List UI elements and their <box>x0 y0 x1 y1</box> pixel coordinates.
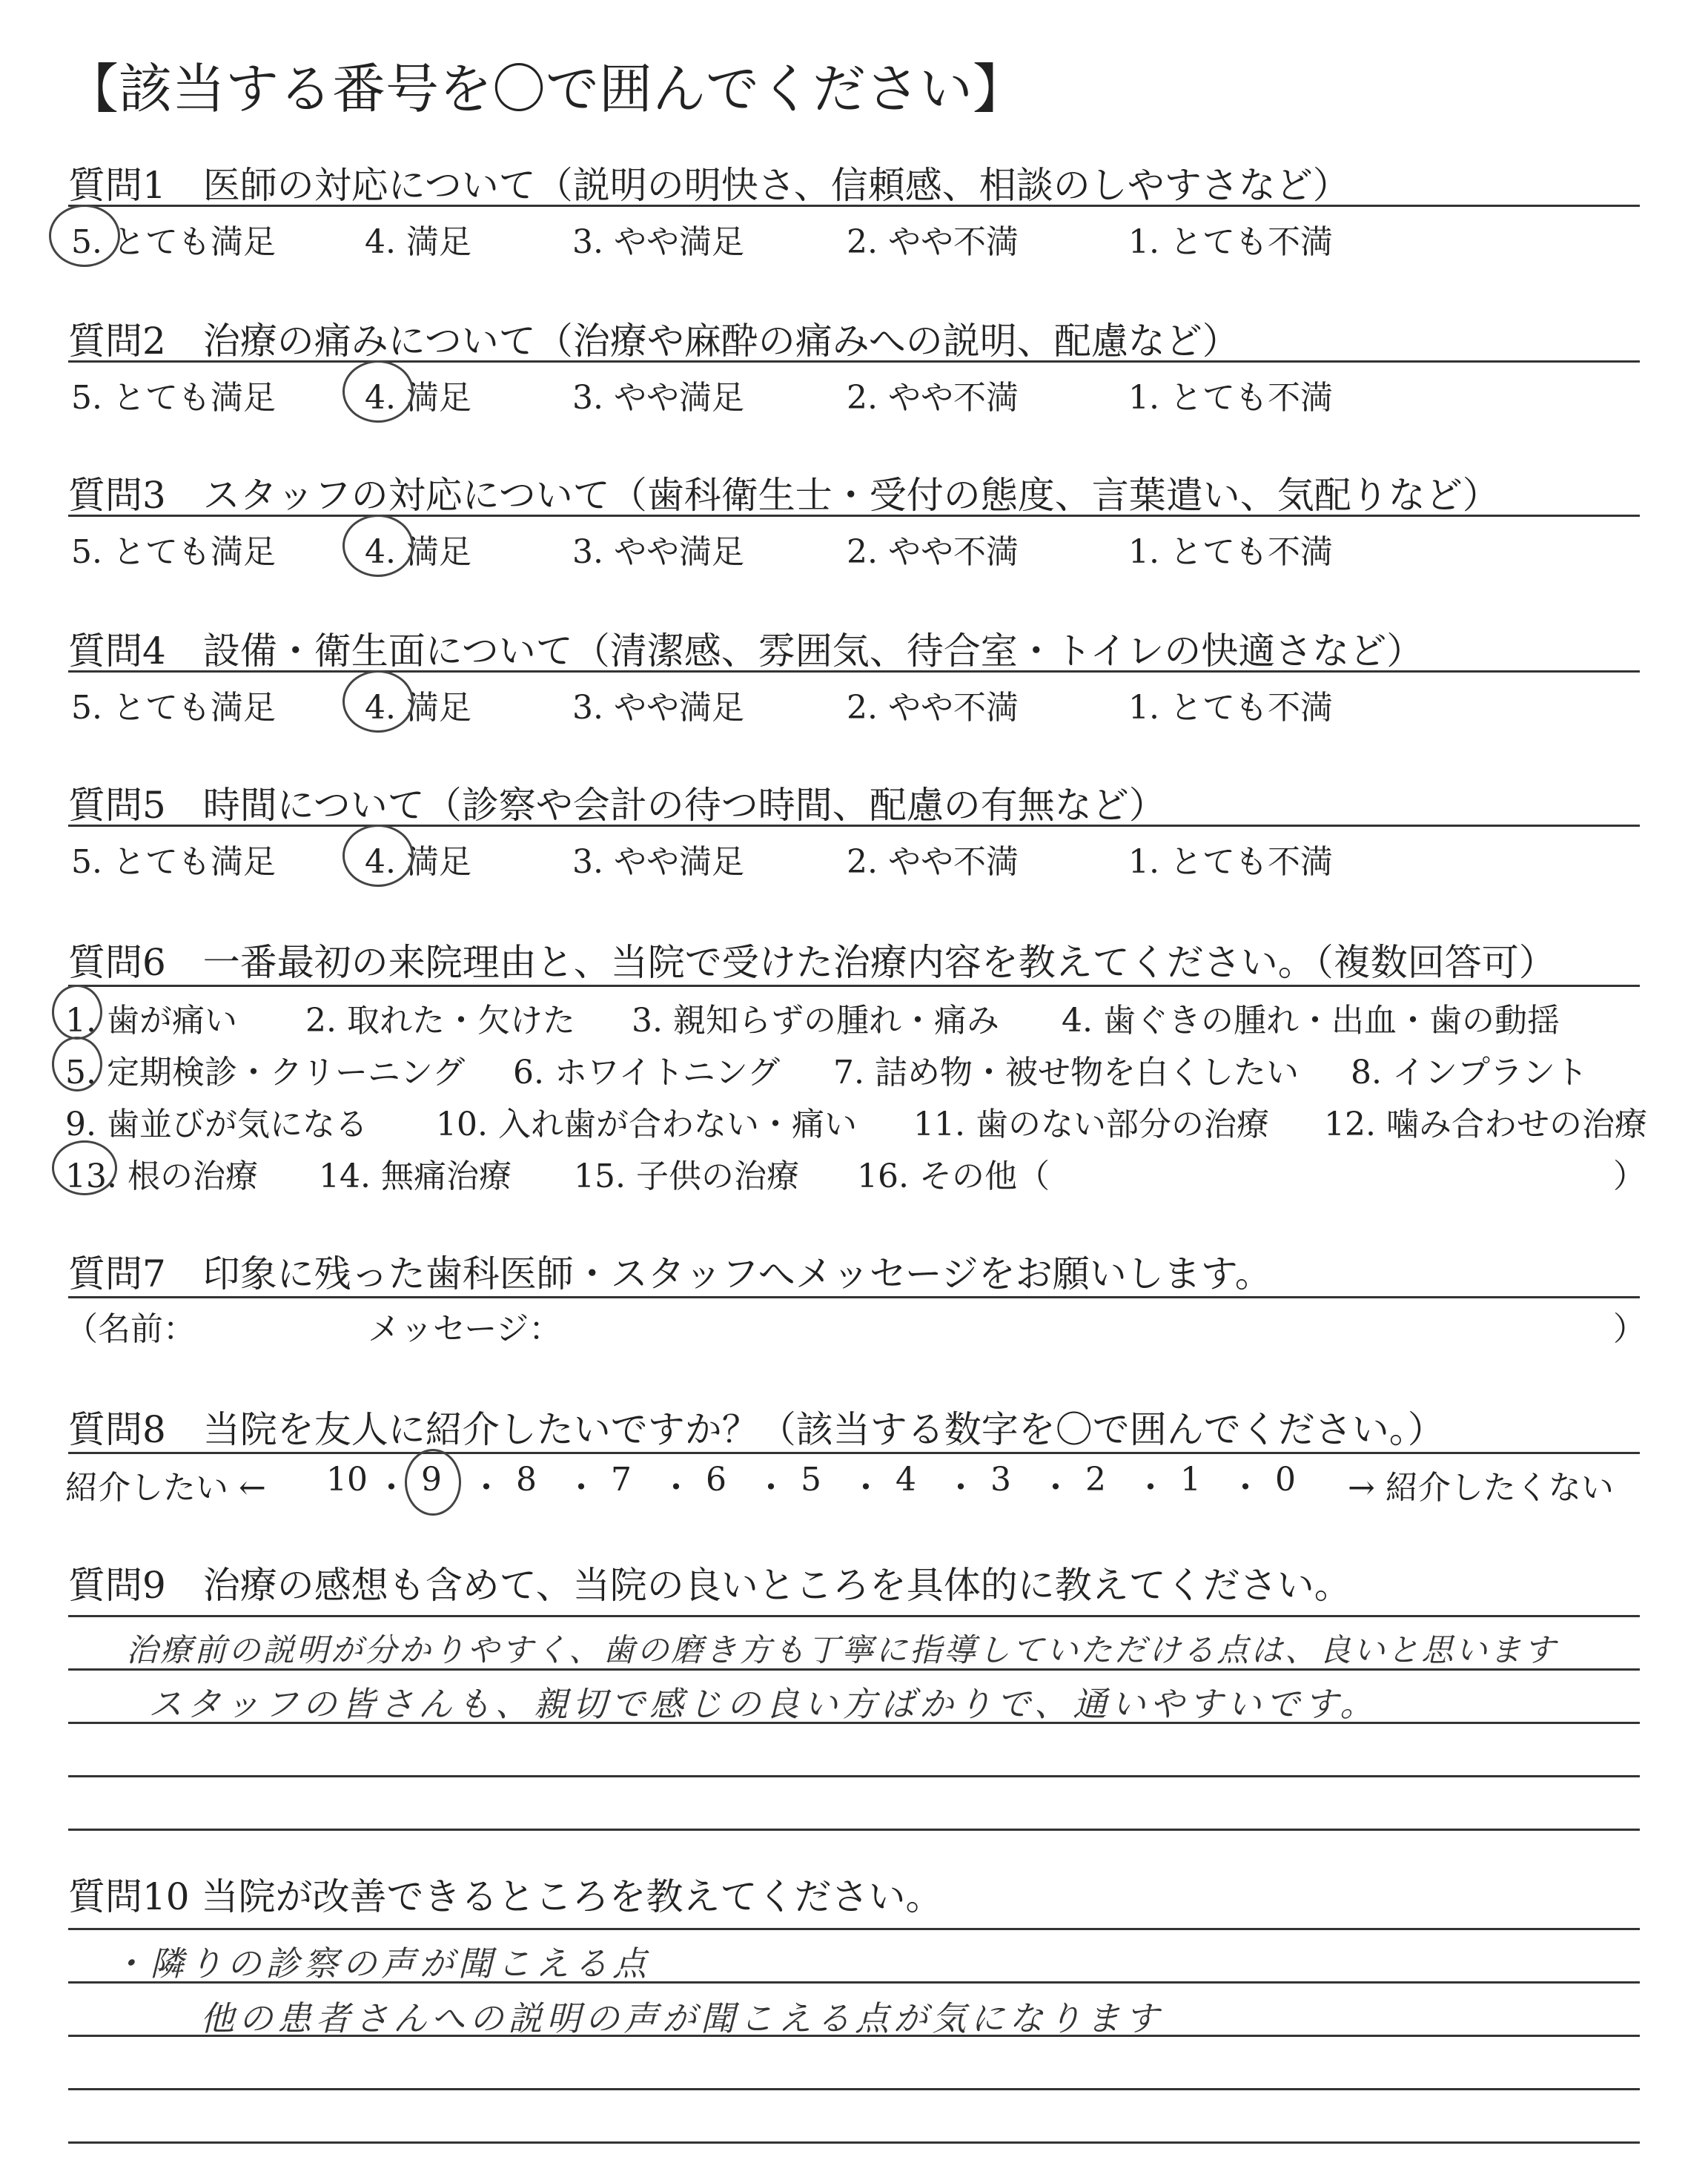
q5-rule <box>68 825 1640 827</box>
q6-option-6: 6. ホワイトニング <box>513 1054 781 1091</box>
q3-option-5: 5. とても満足 <box>71 533 276 571</box>
q5-option-5: 5. とても満足 <box>71 843 276 881</box>
q2-option-4: 4. 満足 <box>365 379 471 417</box>
q10-rule-5 <box>68 2141 1640 2144</box>
q8-scale-4: 4 <box>896 1461 916 1499</box>
q6-title: 質問6 一番最初の来院理由と、当院で受けた治療内容を教えてください。（複数回答可） <box>68 941 1556 984</box>
q4-option-4: 4. 満足 <box>365 689 471 727</box>
q8-scale-1: 1 <box>1180 1461 1201 1499</box>
q8-rule <box>68 1452 1640 1454</box>
q3-title: 質問3 スタッフの対応について（歯科衛生士・受付の態度、言葉遣い、気配りなど） <box>68 474 1500 517</box>
q6-other-close: ） <box>1613 1157 1646 1195</box>
q6-rule <box>68 985 1640 987</box>
q8-separator: ・ <box>470 1469 503 1507</box>
q5-selection-circle <box>342 825 414 887</box>
q3-rule <box>68 515 1640 517</box>
q5-option-2: 2. やや不満 <box>847 843 1019 881</box>
q6-option-9: 9. 歯並びが気になる <box>65 1106 368 1143</box>
q8-title: 質問8 当院を友人に紹介したいですか？（該当する数字を〇で囲んでください。） <box>68 1408 1445 1451</box>
q7-message-label: メッセージ： <box>368 1310 562 1348</box>
q5-option-4: 4. 満足 <box>365 843 471 881</box>
q1-option-3: 3. やや満足 <box>572 223 744 261</box>
q6-option-7: 7. 詰め物・被せ物を白くしたい <box>833 1054 1299 1091</box>
q8-right-label: → 紹介したくない <box>1348 1469 1614 1507</box>
q8-separator: ・ <box>375 1469 408 1507</box>
q6-option-16: 16. その他（ <box>857 1157 1050 1195</box>
q1-option-2: 2. やや不満 <box>847 223 1019 261</box>
q10-answer-line-1: ・隣りの診察の声が聞こえる点 <box>111 1943 651 1984</box>
q5-option-1: 1. とても不満 <box>1128 843 1333 881</box>
q6-option-3: 3. 親知らずの腫れ・痛み <box>632 1002 999 1040</box>
q6-option-15: 15. 子供の治療 <box>574 1157 799 1195</box>
q9-answer-line-1: 治療前の説明が分かりやすく、歯の磨き方も丁寧に指導していただける点は、良いと思います <box>126 1632 1558 1669</box>
q2-selection-circle <box>342 360 414 423</box>
q8-scale-0: 0 <box>1275 1461 1296 1499</box>
q6-option-11: 11. 歯のない部分の治療 <box>913 1106 1269 1143</box>
q2-title: 質問2 治療の痛みについて（治療や麻酔の痛みへの説明、配慮など） <box>68 320 1239 363</box>
q8-scale-5: 5 <box>801 1461 821 1499</box>
q6-option-13: 13. 根の治療 <box>65 1157 258 1195</box>
q3-selection-circle <box>342 515 414 577</box>
q3-option-2: 2. やや不満 <box>847 533 1019 571</box>
q1-title: 質問1 医師の対応について（説明の明快さ、信頼感、相談のしやすさなど） <box>68 164 1350 207</box>
q2-option-2: 2. やや不満 <box>847 379 1019 417</box>
q6-selection-circle-5 <box>52 1037 102 1091</box>
q8-separator: ・ <box>1229 1469 1262 1507</box>
q8-scale-6: 6 <box>706 1461 726 1499</box>
q8-scale-7: 7 <box>611 1461 632 1499</box>
q5-option-3: 3. やや満足 <box>572 843 744 881</box>
q4-option-5: 5. とても満足 <box>71 689 276 727</box>
q10-rule-4 <box>68 2088 1640 2090</box>
q8-selection-circle <box>405 1449 461 1516</box>
q9-rule-4 <box>68 1775 1640 1777</box>
q3-option-3: 3. やや満足 <box>572 533 744 571</box>
q6-option-12: 12. 噛み合わせの治療 <box>1324 1106 1647 1143</box>
q7-title: 質問7 印象に残った歯科医師・スタッフへメッセージをお願いします。 <box>68 1252 1272 1295</box>
q6-option-5: 5. 定期検診・クリーニング <box>65 1054 466 1091</box>
q7-name-label: （名前： <box>65 1310 196 1348</box>
q8-scale-2: 2 <box>1085 1461 1106 1499</box>
q1-rule <box>68 205 1640 207</box>
q1-option-4: 4. 満足 <box>365 223 471 261</box>
q8-scale-10: 10 <box>326 1461 368 1499</box>
q8-left-label: 紹介したい ← <box>65 1469 266 1507</box>
q6-option-1: 1. 歯が痛い <box>65 1002 237 1040</box>
q2-rule <box>68 360 1640 363</box>
q3-option-4: 4. 満足 <box>365 533 471 571</box>
q9-rule-5 <box>68 1829 1640 1831</box>
q2-option-5: 5. とても満足 <box>71 379 276 417</box>
q6-option-2: 2. 取れた・欠けた <box>305 1002 575 1040</box>
q3-option-1: 1. とても不満 <box>1128 533 1333 571</box>
q1-option-5: 5. とても満足 <box>71 223 276 261</box>
q10-title: 質問10 当院が改善できるところを教えてください。 <box>68 1875 943 1918</box>
q2-option-3: 3. やや満足 <box>572 379 744 417</box>
q5-title: 質問5 時間について（診察や会計の待つ時間、配慮の有無など） <box>68 784 1166 827</box>
q4-option-1: 1. とても不満 <box>1128 689 1333 727</box>
q8-scale-9: 9 <box>421 1461 442 1499</box>
q6-option-14: 14. 無痛治療 <box>319 1157 512 1195</box>
q8-separator: ・ <box>755 1469 787 1507</box>
q2-option-1: 1. とても不満 <box>1128 379 1333 417</box>
q8-separator: ・ <box>565 1469 598 1507</box>
q4-option-2: 2. やや不満 <box>847 689 1019 727</box>
q4-rule <box>68 670 1640 673</box>
q4-title: 質問4 設備・衛生面について（清潔感、雰囲気、待合室・トイレの快適さなど） <box>68 630 1424 673</box>
q8-separator: ・ <box>660 1469 692 1507</box>
q4-option-3: 3. やや満足 <box>572 689 744 727</box>
q8-separator: ・ <box>1039 1469 1072 1507</box>
q6-option-8: 8. インプラント <box>1351 1054 1588 1091</box>
q7-rule <box>68 1296 1640 1298</box>
page-header: 【該当する番号を〇で囲んでください】 <box>65 58 1027 120</box>
q7-close: ） <box>1613 1310 1646 1348</box>
q8-scale-8: 8 <box>516 1461 537 1499</box>
q8-separator: ・ <box>944 1469 977 1507</box>
q6-selection-circle-1 <box>52 985 102 1040</box>
q8-scale-3: 3 <box>990 1461 1011 1499</box>
q6-option-4: 4. 歯ぐきの腫れ・出血・歯の動揺 <box>1062 1002 1560 1040</box>
q1-selection-circle <box>49 205 120 267</box>
q6-selection-circle-13 <box>52 1140 117 1195</box>
q8-separator: ・ <box>1134 1469 1167 1507</box>
q10-rule-1 <box>68 1928 1640 1930</box>
q8-separator: ・ <box>850 1469 882 1507</box>
q4-selection-circle <box>342 670 414 733</box>
q1-option-1: 1. とても不満 <box>1128 223 1333 261</box>
q9-rule-1 <box>68 1615 1640 1617</box>
q10-answer-line-2: 他の患者さんへの説明の声が聞こえる点が気になります <box>200 1998 1164 2038</box>
q6-option-10: 10. 入れ歯が合わない・痛い <box>436 1106 857 1143</box>
q9-title: 質問9 治療の感想も含めて、当院の良いところを具体的に教えてください。 <box>68 1564 1351 1607</box>
q9-answer-line-2: スタッフの皆さんも、親切で感じの良い方ばかりで、通いやすいです。 <box>148 1684 1379 1724</box>
